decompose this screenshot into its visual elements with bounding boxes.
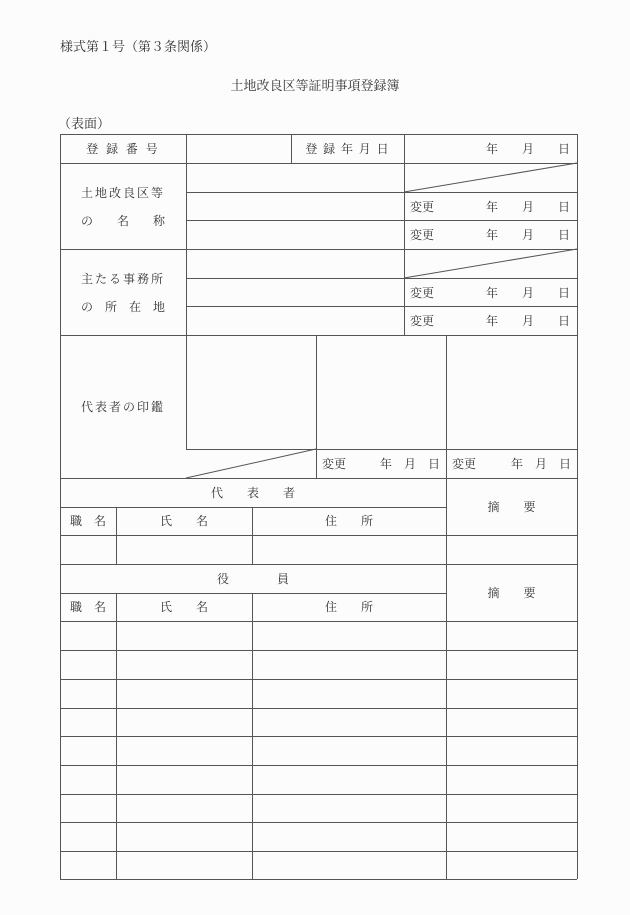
representative-col-name: 氏 名 xyxy=(159,514,208,528)
representative-col-title: 職 名 xyxy=(69,514,106,528)
seal-change-label-1: 変更 xyxy=(322,457,347,471)
district-change-label-2: 変更 xyxy=(410,228,435,242)
district-change-label-1: 変更 xyxy=(410,200,435,214)
office-change-label-2: 変更 xyxy=(410,314,435,328)
officers-remarks-label: 摘 要 xyxy=(487,586,536,600)
seal-box-2[interactable] xyxy=(317,336,445,448)
seal-change-label-2: 変更 xyxy=(452,457,477,471)
district-name-label-2: の 名 称 xyxy=(80,214,165,228)
seal-box-1[interactable] xyxy=(187,336,315,448)
officers-col-address: 住 所 xyxy=(324,600,373,614)
side-label: （表面） xyxy=(58,117,111,132)
registration-date-value[interactable]: 年 月 日 xyxy=(485,142,570,156)
representative-remarks-label: 摘 要 xyxy=(487,500,536,514)
seal-box-3[interactable] xyxy=(447,336,576,448)
office-label-2: の 所 在 地 xyxy=(80,300,165,314)
officers-col-title: 職 名 xyxy=(69,600,106,614)
form-number: 様式第１号（第３条関係） xyxy=(60,40,217,55)
district-change-date-1[interactable]: 年 月 日 xyxy=(485,200,570,214)
seal-change-date-2[interactable]: 年 月 日 xyxy=(510,457,571,471)
officers-col-name: 氏 名 xyxy=(159,600,208,614)
office-change-date-1[interactable]: 年 月 日 xyxy=(485,286,570,300)
registration-number-field[interactable] xyxy=(187,135,290,162)
representative-col-address: 住 所 xyxy=(324,514,373,528)
page-title: 土地改良区等証明事項登録簿 xyxy=(230,79,400,94)
office-label-1: 主たる事務所 xyxy=(80,272,165,286)
district-name-label-1: 土地改良区等 xyxy=(80,186,165,200)
office-change-date-2[interactable]: 年 月 日 xyxy=(485,314,570,328)
officers-section-label: 役 員 xyxy=(216,572,289,586)
seal-label: 代表者の印鑑 xyxy=(80,400,165,414)
registration-date-label: 登 録 年 月 日 xyxy=(305,142,390,156)
seal-change-date-1[interactable]: 年 月 日 xyxy=(379,457,440,471)
representative-section-label: 代 表 者 xyxy=(210,486,295,500)
office-change-label-1: 変更 xyxy=(410,286,435,300)
registration-number-label: 登 録 番 号 xyxy=(86,142,160,156)
district-change-date-2[interactable]: 年 月 日 xyxy=(485,228,570,242)
